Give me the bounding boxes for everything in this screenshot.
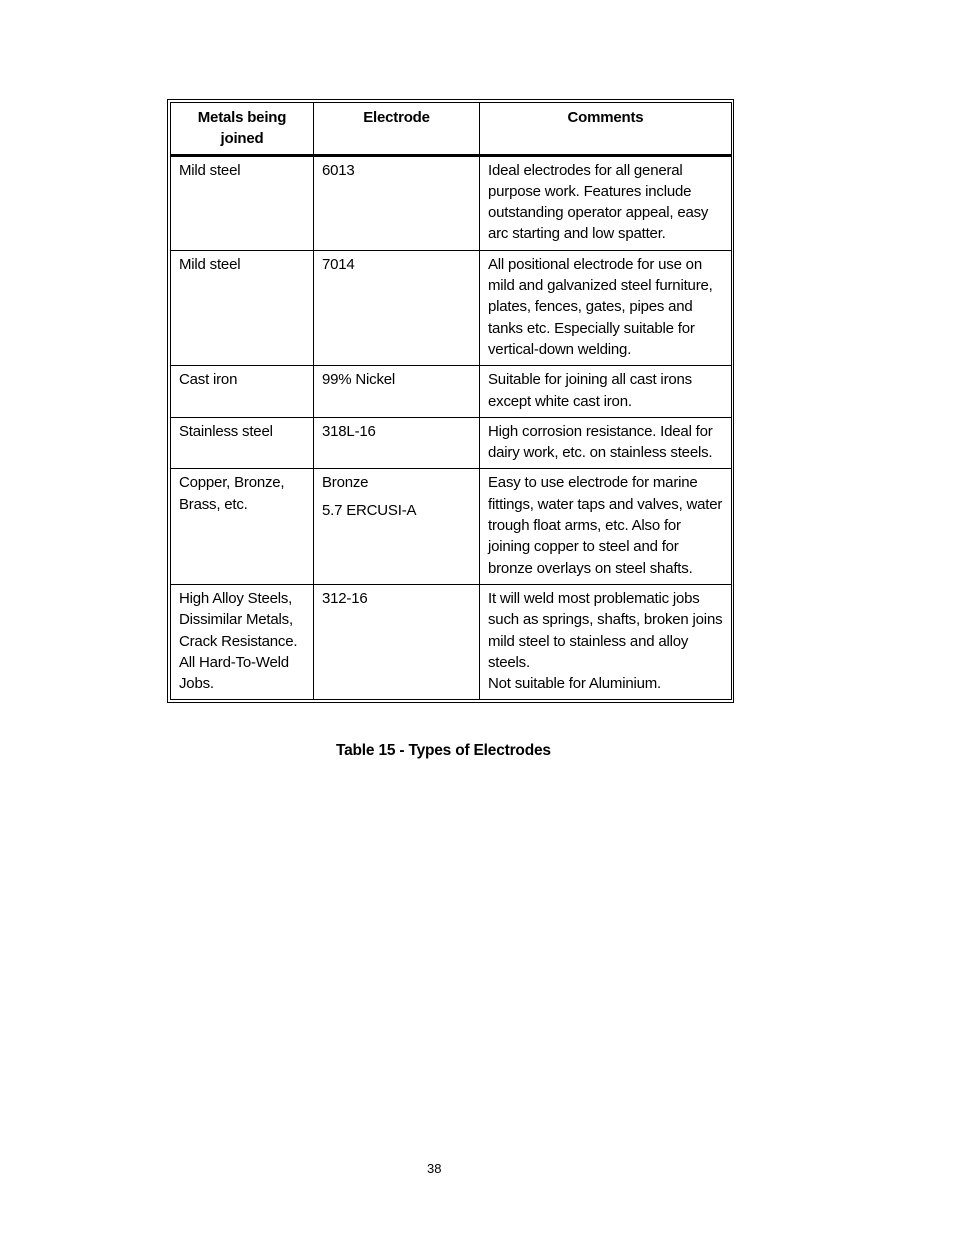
table-row: [171, 250, 732, 365]
electrode-table-frame: [167, 99, 734, 703]
electrode-cell: [314, 366, 480, 418]
electrode-table: [170, 102, 732, 700]
table-row: [171, 366, 732, 418]
comments-text: It will weld most problematic jobs such as springs, shafts, broken joins mild steel to stainless and alloy steels.: [488, 589, 723, 671]
header-metals: Metals being joined: [171, 103, 314, 156]
metal-cell: Stainless steel: [171, 417, 314, 469]
electrode-cell: [314, 417, 480, 469]
comments-note: Not suitable for Aluminium.: [488, 675, 662, 693]
header-electrode: Electrode: [314, 103, 480, 156]
header-comments: Comments: [480, 103, 732, 156]
electrode-cell: [314, 469, 480, 584]
electrode-value: 318L-16: [322, 422, 376, 440]
electrode-value: 7014: [322, 255, 355, 273]
table-row: [171, 155, 732, 250]
comments-cell: Ideal electrodes for all general purpose work. Features include outstanding operator appeal, easy arc starting and low spatter.: [480, 155, 732, 250]
electrode-value: 99% Nickel: [322, 371, 396, 389]
table-header-row: [171, 103, 732, 156]
electrode-value: 5.7 ERCUSI-A: [322, 501, 417, 519]
table-row: [171, 469, 732, 584]
electrode-cell: [314, 155, 480, 250]
comments-cell: Easy to use electrode for marine fittings, water taps and valves, water trough float arms, etc. Also for joining copper to steel and for bronze overlays on steel shafts.: [480, 469, 732, 584]
comments-cell: All positional electrode for use on mild and galvanized steel furniture, plates, fences, gates, pipes and tanks etc. Especially suitable for vertical-down welding.: [480, 250, 732, 365]
electrode-value: 312-16: [322, 589, 368, 607]
metal-cell: High Alloy Steels, Dissimilar Metals, Crack Resistance. All Hard-To-Weld Jobs.: [171, 584, 314, 699]
table-row: [171, 584, 732, 699]
metal-cell: Copper, Bronze, Brass, etc.: [171, 469, 314, 584]
table-row: [171, 417, 732, 469]
page-number: 38: [427, 1161, 442, 1176]
electrode-value: Bronze: [322, 474, 369, 492]
metal-cell: Cast iron: [171, 366, 314, 418]
comments-cell: High corrosion resistance. Ideal for dairy work, etc. on stainless steels.: [480, 417, 732, 469]
comments-cell: Suitable for joining all cast irons except white cast iron.: [480, 366, 732, 418]
table-caption: Table 15 - Types of Electrodes: [336, 742, 551, 759]
metal-cell: Mild steel: [171, 250, 314, 365]
electrode-cell: [314, 584, 480, 699]
electrode-cell: [314, 250, 480, 365]
electrode-value: 6013: [322, 161, 355, 179]
comments-cell: [480, 584, 732, 699]
metal-cell: Mild steel: [171, 155, 314, 250]
